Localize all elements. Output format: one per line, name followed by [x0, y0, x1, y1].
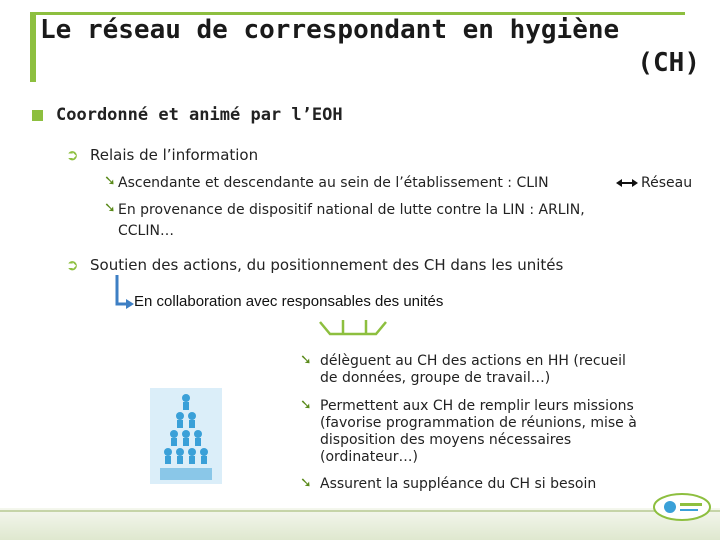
title-left-rule: [30, 12, 36, 82]
soutien-item-1-line1: délèguent au CH des actions en HH (recueil: [320, 353, 626, 369]
collab-text: En collaboration avec responsables des unités: [134, 293, 444, 310]
arrow-bullet-icon: ➘: [300, 352, 312, 368]
relais-item-2-cont: CCLIN…: [118, 223, 174, 239]
soutien-item-2-line4: (ordinateur…): [320, 449, 418, 465]
footer-band: [0, 508, 720, 540]
arrow-bullet-icon: ➘: [300, 397, 312, 413]
soutien-item-2-line3: disposition des moyens nécessaires: [320, 432, 572, 448]
curved-arrow-icon: ➲: [66, 256, 79, 274]
elbow-arrow-icon: [114, 275, 134, 311]
title-line-1: Le réseau de correspondant en hygiène: [40, 15, 620, 45]
soutien-item-2-line2: (favorise programmation de réunions, mise à: [320, 415, 637, 431]
relais-label: Relais de l’information: [90, 146, 259, 164]
footer-rule: [0, 510, 720, 512]
page-title: [40, 14, 700, 80]
human-pyramid-image: [150, 388, 222, 484]
arrow-bullet-icon: ➘: [300, 475, 312, 491]
arrow-bullet-icon: ➘: [104, 173, 116, 189]
arrow-bullet-icon: ➘: [104, 200, 116, 216]
soutien-item-2-line1: Permettent aux CH de remplir leurs missions: [320, 398, 634, 414]
soutien-label: Soutien des actions, du positionnement des CH dans les unités: [90, 256, 564, 274]
curved-arrow-icon: ➲: [66, 146, 79, 164]
logo-icon: [652, 492, 712, 522]
soutien-item-1-line2: de données, groupe de travail…): [320, 370, 551, 386]
relais-item-1-end: Réseau: [641, 175, 693, 191]
square-bullet-icon: [32, 110, 43, 121]
soutien-item-3: Assurent la suppléance du CH si besoin: [320, 476, 597, 492]
branch-arrow-icon: [318, 318, 388, 348]
main-point: Coordonné et animé par l’EOH: [56, 105, 343, 125]
relais-item-2: En provenance de dispositif national de lutte contre la LIN : ARLIN,: [118, 202, 585, 218]
double-arrow-icon: [616, 176, 638, 190]
title-line-2: (CH): [637, 48, 700, 78]
relais-item-1: Ascendante et descendante au sein de l’établissement : CLIN: [118, 175, 549, 191]
